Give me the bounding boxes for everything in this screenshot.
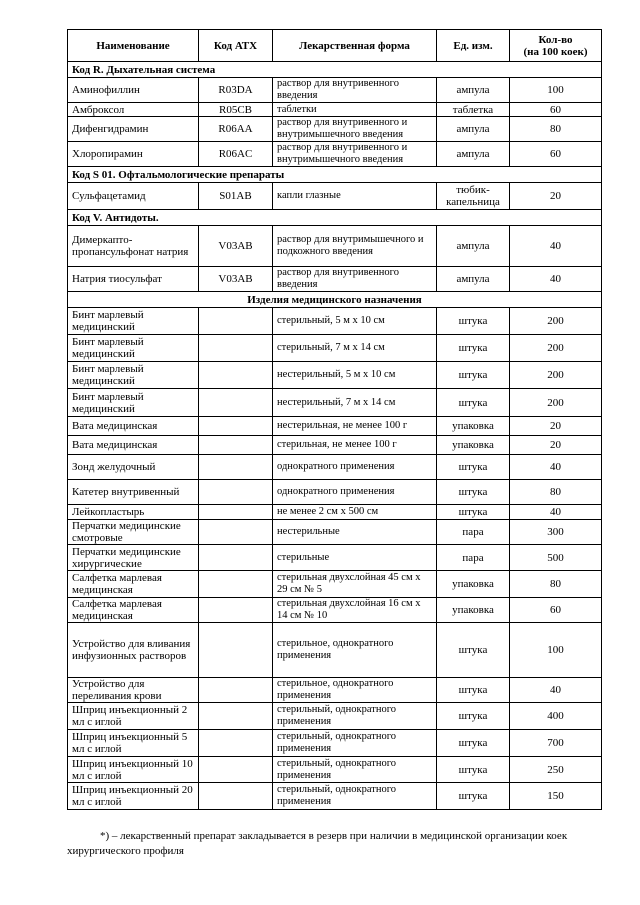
cell-unit: пара — [437, 520, 510, 545]
cell-atc-code — [199, 436, 273, 455]
cell-name: Лейкопластырь — [68, 505, 199, 520]
cell-quantity: 100 — [510, 623, 602, 678]
cell-atc-code — [199, 703, 273, 730]
table-row — [68, 730, 602, 757]
cell-dosage-form: раствор для внутримышечного и подкожного введения — [273, 226, 437, 267]
cell-unit: пара — [437, 545, 510, 571]
cell-dosage-form: стерильная, не менее 100 г — [273, 436, 437, 455]
cell-quantity: 80 — [510, 571, 602, 598]
footnote-line2: хирургического профиля — [67, 845, 184, 857]
cell-atc-code: R06AC — [199, 142, 273, 167]
cell-dosage-form: стерильный, 7 м х 14 см — [273, 335, 437, 362]
table-row — [68, 436, 602, 455]
cell-name: Шприц инъекционный 10 мл с иглой — [68, 757, 199, 783]
table-row — [68, 480, 602, 505]
cell-atc-code: R06AA — [199, 117, 273, 142]
cell-name: Бинт марлевый медицинский — [68, 308, 199, 335]
header-atc-code: Код АТХ — [199, 30, 273, 62]
cell-atc-code — [199, 505, 273, 520]
cell-name: Катетер внутривенный — [68, 480, 199, 505]
cell-atc-code — [199, 783, 273, 810]
cell-dosage-form: раствор для внутривенного и внутримышечного введения — [273, 117, 437, 142]
table-row — [68, 757, 602, 783]
section-title: Изделия медицинского назначения — [68, 292, 602, 308]
cell-atc-code — [199, 520, 273, 545]
cell-atc-code — [199, 571, 273, 598]
cell-dosage-form: стерильное, однократного применения — [273, 623, 437, 678]
table-row — [68, 117, 602, 142]
header-quantity-line1: Кол-во — [538, 33, 573, 46]
cell-unit: ампула — [437, 78, 510, 103]
cell-unit: штука — [437, 703, 510, 730]
cell-atc-code — [199, 308, 273, 335]
cell-dosage-form: стерильное, однократного применения — [273, 678, 437, 703]
table-row — [68, 389, 602, 417]
cell-dosage-form: однократного применения — [273, 480, 437, 505]
cell-name: Салфетка марлевая медицинская — [68, 571, 199, 598]
table-row — [68, 545, 602, 571]
cell-name: Зонд желудочный — [68, 455, 199, 480]
cell-atc-code — [199, 480, 273, 505]
table-row — [68, 505, 602, 520]
cell-unit: штука — [437, 678, 510, 703]
cell-name: Шприц инъекционный 2 мл с иглой — [68, 703, 199, 730]
cell-atc-code — [199, 417, 273, 436]
cell-quantity: 80 — [510, 117, 602, 142]
cell-dosage-form: не менее 2 см х 500 см — [273, 505, 437, 520]
cell-unit: штука — [437, 389, 510, 417]
section-title: Код R. Дыхательная система — [68, 62, 602, 78]
cell-quantity: 20 — [510, 436, 602, 455]
medications-table — [67, 29, 602, 810]
cell-dosage-form: стерильный, однократного применения — [273, 757, 437, 783]
cell-unit: штука — [437, 757, 510, 783]
cell-unit: штука — [437, 783, 510, 810]
cell-name: Бинт марлевый медицинский — [68, 389, 199, 417]
cell-dosage-form: стерильный, однократного применения — [273, 703, 437, 730]
cell-atc-code: R03DA — [199, 78, 273, 103]
table-row — [68, 335, 602, 362]
cell-quantity: 150 — [510, 783, 602, 810]
cell-atc-code — [199, 545, 273, 571]
cell-unit: тюбик-капельница — [437, 183, 510, 210]
cell-atc-code: V03AB — [199, 267, 273, 292]
cell-quantity: 200 — [510, 308, 602, 335]
cell-name: Натрия тиосульфат — [68, 267, 199, 292]
header-dosage-form: Лекарственная форма — [273, 30, 437, 62]
cell-dosage-form: однократного применения — [273, 455, 437, 480]
cell-unit: ампула — [437, 117, 510, 142]
cell-name: Устройство для вливания инфузионных растворов — [68, 623, 199, 678]
cell-quantity: 80 — [510, 480, 602, 505]
cell-unit: штука — [437, 623, 510, 678]
header-quantity — [510, 30, 602, 62]
cell-dosage-form: нестерильный, 7 м х 14 см — [273, 389, 437, 417]
cell-quantity: 100 — [510, 78, 602, 103]
cell-quantity: 700 — [510, 730, 602, 757]
cell-dosage-form: раствор для внутривенного введения — [273, 267, 437, 292]
cell-quantity: 250 — [510, 757, 602, 783]
cell-unit: штука — [437, 480, 510, 505]
cell-name: Бинт марлевый медицинский — [68, 335, 199, 362]
table-row — [68, 308, 602, 335]
cell-dosage-form: нестерильные — [273, 520, 437, 545]
cell-dosage-form: стерильные — [273, 545, 437, 571]
cell-unit: ампула — [437, 226, 510, 267]
cell-dosage-form: стерильный, однократного применения — [273, 783, 437, 810]
section-title: Код V. Антидоты. — [68, 210, 602, 226]
table-row — [68, 703, 602, 730]
cell-name: Перчатки медицинские хирургические — [68, 545, 199, 571]
cell-dosage-form: раствор для внутривенного введения — [273, 78, 437, 103]
cell-dosage-form: нестерильная, не менее 100 г — [273, 417, 437, 436]
cell-atc-code: R05CB — [199, 103, 273, 117]
cell-name: Салфетка марлевая медицинская — [68, 598, 199, 623]
section-row — [68, 167, 602, 183]
cell-quantity: 40 — [510, 678, 602, 703]
cell-unit: штука — [437, 730, 510, 757]
table-row — [68, 520, 602, 545]
section-title: Код S 01. Офтальмологические препараты — [68, 167, 602, 183]
table-row — [68, 598, 602, 623]
table-header-row — [68, 30, 602, 62]
cell-unit: ампула — [437, 267, 510, 292]
cell-dosage-form: раствор для внутривенного и внутримышечного введения — [273, 142, 437, 167]
cell-dosage-form: стерильный, однократного применения — [273, 730, 437, 757]
cell-quantity: 300 — [510, 520, 602, 545]
cell-unit: штука — [437, 335, 510, 362]
section-row — [68, 292, 602, 308]
cell-name: Перчатки медицинские смотровые — [68, 520, 199, 545]
cell-name: Вата медицинская — [68, 436, 199, 455]
cell-quantity: 200 — [510, 335, 602, 362]
footnote — [67, 829, 612, 859]
cell-unit: упаковка — [437, 571, 510, 598]
cell-quantity: 40 — [510, 455, 602, 480]
cell-name: Сульфацетамид — [68, 183, 199, 210]
cell-quantity: 60 — [510, 598, 602, 623]
cell-name: Хлоропирамин — [68, 142, 199, 167]
cell-name: Дифенгидрамин — [68, 117, 199, 142]
cell-atc-code: S01AB — [199, 183, 273, 210]
table-row — [68, 226, 602, 267]
cell-quantity: 40 — [510, 505, 602, 520]
cell-dosage-form: таблетки — [273, 103, 437, 117]
table-row — [68, 142, 602, 167]
cell-dosage-form: капли глазные — [273, 183, 437, 210]
table-row — [68, 103, 602, 117]
cell-quantity: 400 — [510, 703, 602, 730]
cell-quantity: 20 — [510, 417, 602, 436]
cell-atc-code — [199, 678, 273, 703]
cell-quantity: 60 — [510, 103, 602, 117]
table-row — [68, 678, 602, 703]
table-row — [68, 183, 602, 210]
cell-name: Вата медицинская — [68, 417, 199, 436]
cell-unit: штука — [437, 362, 510, 389]
table-body — [68, 62, 602, 810]
cell-atc-code — [199, 730, 273, 757]
cell-atc-code — [199, 598, 273, 623]
cell-name: Амброксол — [68, 103, 199, 117]
cell-atc-code — [199, 389, 273, 417]
cell-name: Шприц инъекционный 5 мл с иглой — [68, 730, 199, 757]
cell-atc-code — [199, 757, 273, 783]
header-unit: Ед. изм. — [437, 30, 510, 62]
cell-unit: упаковка — [437, 417, 510, 436]
table-row — [68, 78, 602, 103]
cell-dosage-form: стерильный, 5 м х 10 см — [273, 308, 437, 335]
table-row — [68, 623, 602, 678]
cell-atc-code — [199, 362, 273, 389]
cell-unit: упаковка — [437, 598, 510, 623]
cell-quantity: 20 — [510, 183, 602, 210]
header-name: Наименование — [68, 30, 199, 62]
cell-quantity: 40 — [510, 226, 602, 267]
footnote-line1: *) – лекарственный препарат закладывается в резерв при наличии в медицинской организации коек — [100, 830, 568, 842]
table-row — [68, 362, 602, 389]
header-quantity-line2: (на 100 коек) — [523, 45, 588, 58]
cell-quantity: 60 — [510, 142, 602, 167]
cell-quantity: 40 — [510, 267, 602, 292]
table-row — [68, 267, 602, 292]
table-row — [68, 783, 602, 810]
cell-name: Аминофиллин — [68, 78, 199, 103]
table-row — [68, 455, 602, 480]
section-row — [68, 62, 602, 78]
cell-unit: штука — [437, 505, 510, 520]
table-row — [68, 571, 602, 598]
cell-name: Димеркапто-пропансульфонат натрия — [68, 226, 199, 267]
cell-quantity: 200 — [510, 389, 602, 417]
cell-atc-code — [199, 335, 273, 362]
cell-quantity: 200 — [510, 362, 602, 389]
cell-name: Шприц инъекционный 20 мл с иглой — [68, 783, 199, 810]
cell-dosage-form: стерильная двухслойная 45 см х 29 см № 5 — [273, 571, 437, 598]
cell-atc-code — [199, 623, 273, 678]
cell-unit: таблетка — [437, 103, 510, 117]
cell-unit: штука — [437, 308, 510, 335]
cell-dosage-form: стерильная двухслойная 16 см х 14 см № 10 — [273, 598, 437, 623]
cell-quantity: 500 — [510, 545, 602, 571]
cell-unit: ампула — [437, 142, 510, 167]
cell-atc-code: V03AB — [199, 226, 273, 267]
cell-name: Бинт марлевый медицинский — [68, 362, 199, 389]
table-row — [68, 417, 602, 436]
cell-dosage-form: нестерильный, 5 м х 10 см — [273, 362, 437, 389]
cell-unit: штука — [437, 455, 510, 480]
section-row — [68, 210, 602, 226]
cell-name: Устройство для переливания крови — [68, 678, 199, 703]
cell-unit: упаковка — [437, 436, 510, 455]
cell-atc-code — [199, 455, 273, 480]
